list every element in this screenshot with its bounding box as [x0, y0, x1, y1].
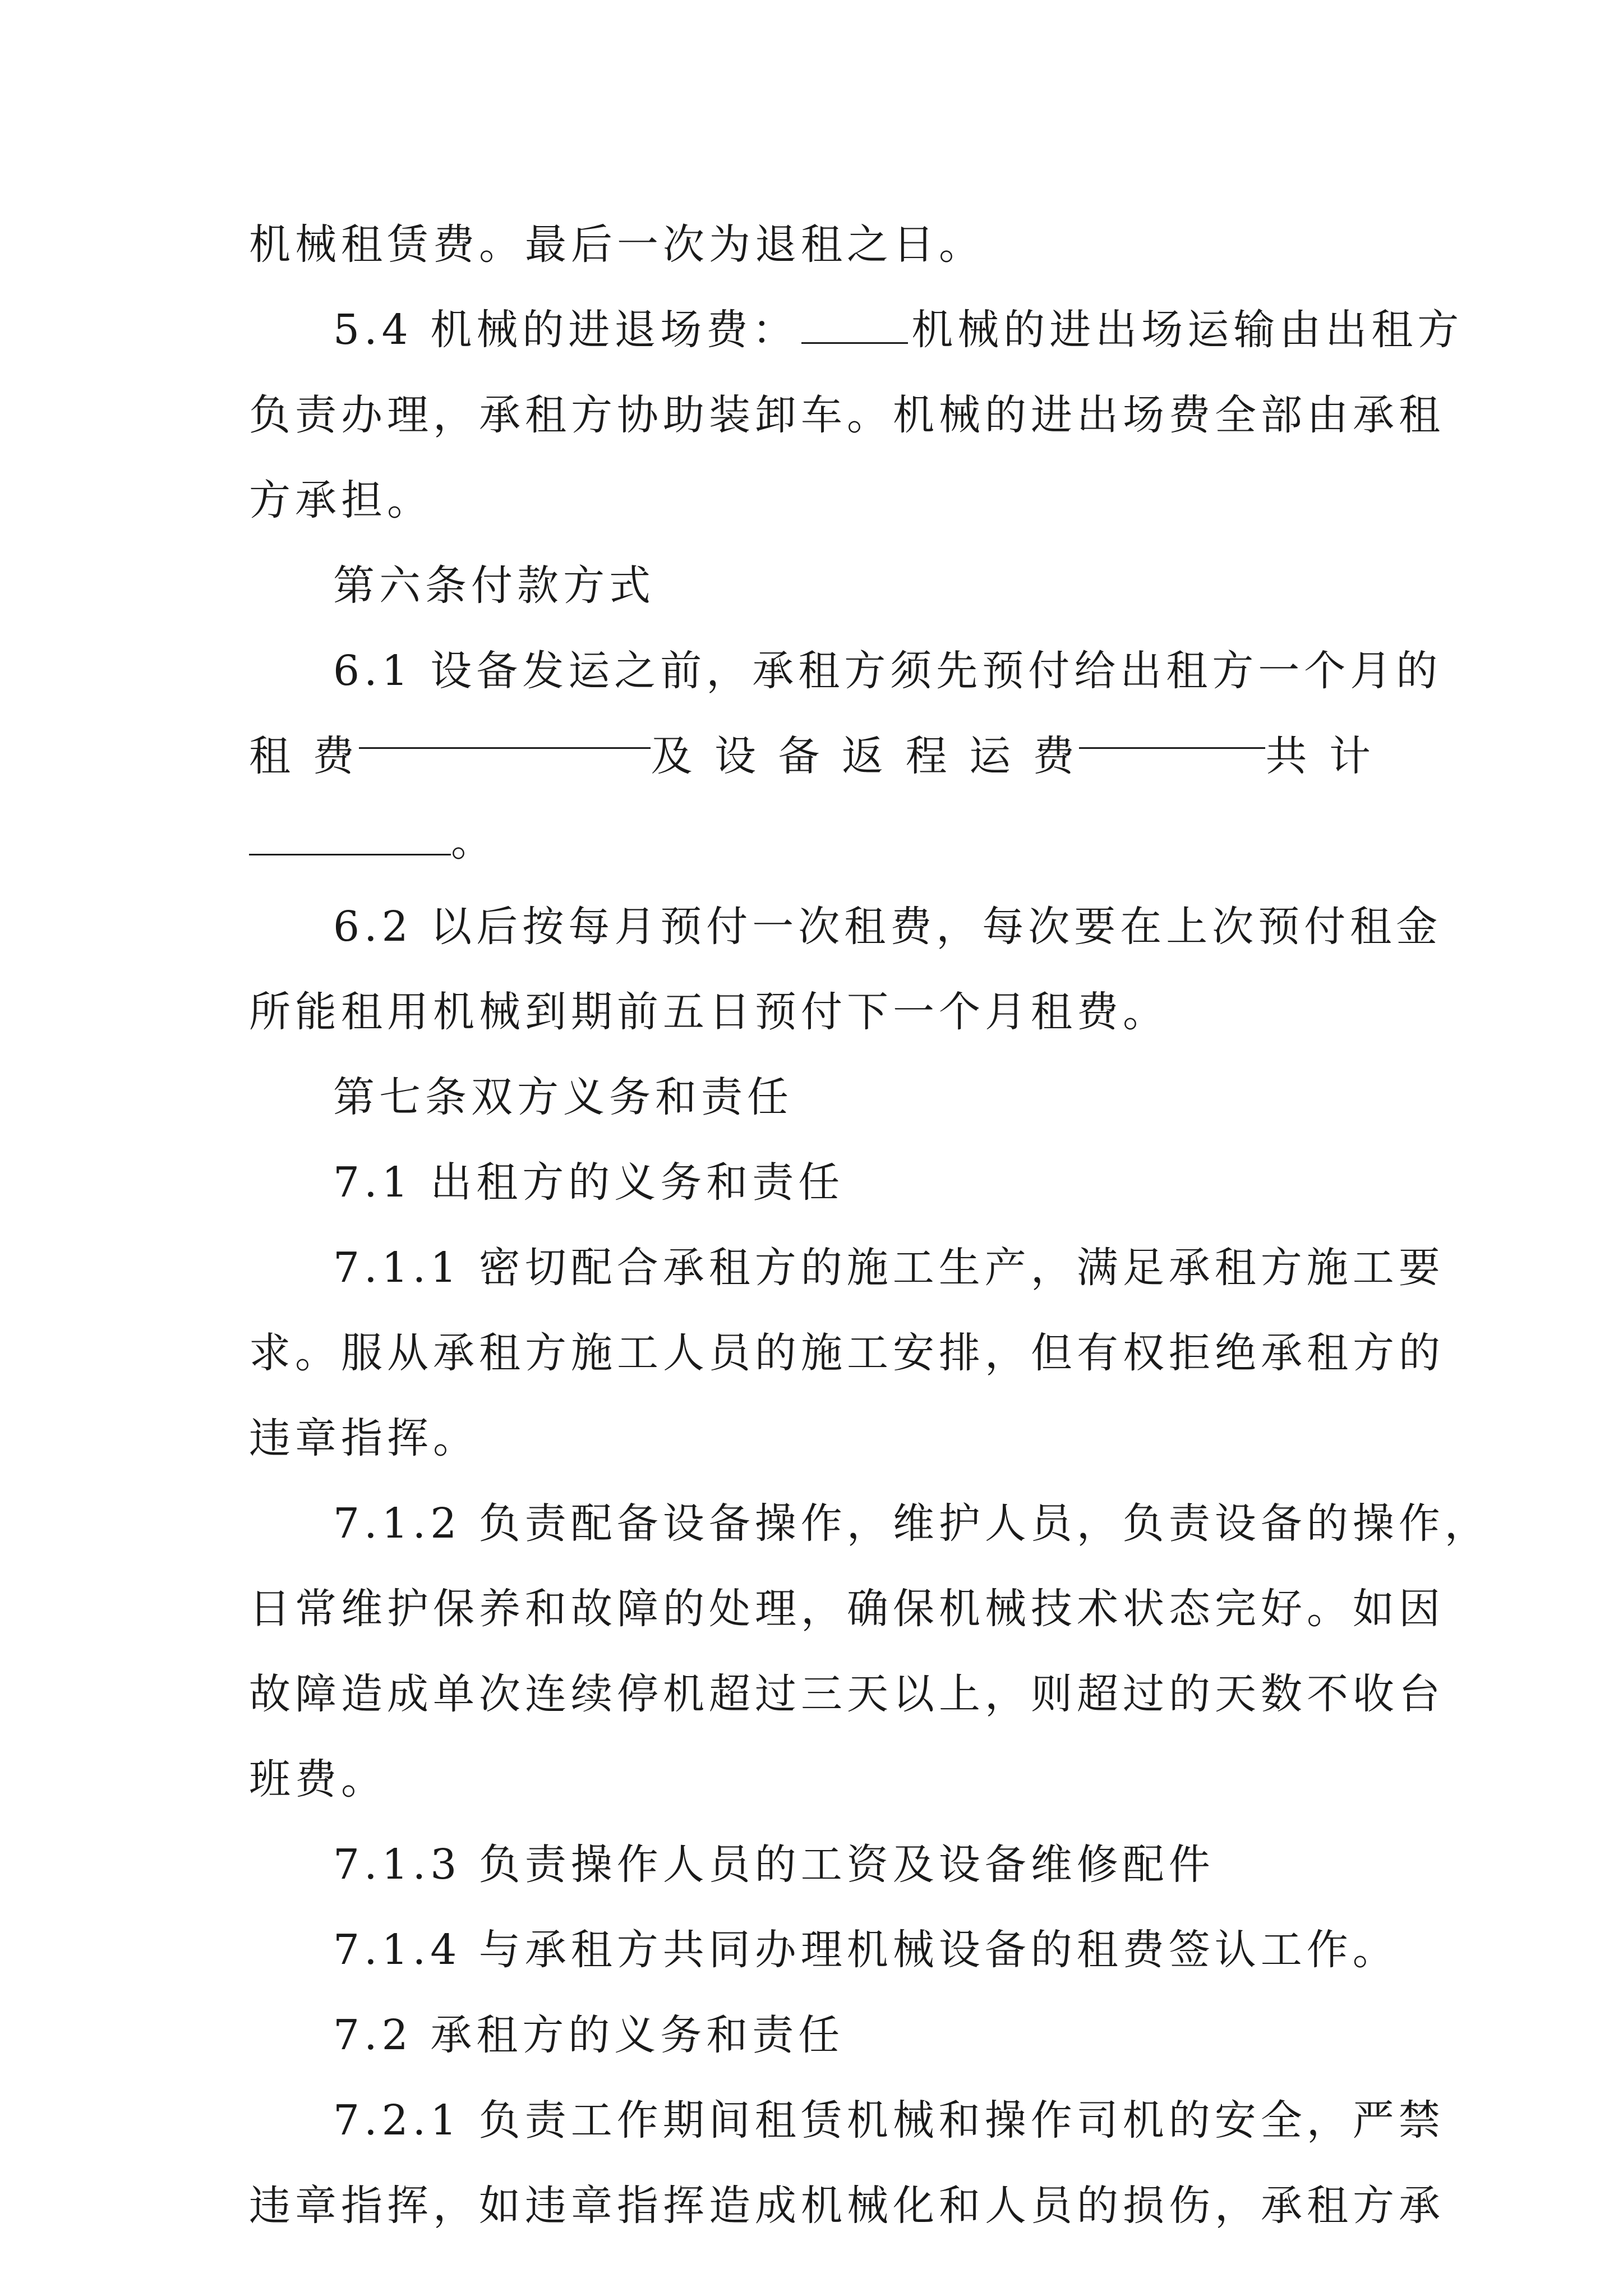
- subsection-heading: 7.2 承租方的义务和责任: [333, 2011, 845, 2059]
- text-line: 违章指挥，如违章指挥造成机械化和人员的损伤，承租方承: [249, 2182, 1445, 2230]
- text-line: 6.1 设备发运之前，承租方须先预付给出租方一个月的: [333, 647, 1442, 695]
- fill-in-blank: [1079, 714, 1266, 749]
- clause-text: 及 设 备 返 程 运 费: [651, 732, 1079, 780]
- section-heading: 第六条付款方式: [333, 562, 655, 610]
- text-line: 6.2 以后按每月预付一次租费，每次要在上次预付租金: [333, 903, 1442, 951]
- clause-text: 。: [451, 817, 497, 866]
- text-line: 所能租用机械到期前五日预付下一个月租费。: [249, 988, 1169, 1036]
- text-line: 违章指挥。: [249, 1414, 479, 1462]
- text-line: 7.2.1 负责工作期间租赁机械和操作司机的安全，严禁: [333, 2096, 1445, 2145]
- fill-in-blank: [801, 309, 908, 344]
- text-line: 7.1.2 负责配备设备操作，维护人员，负责设备的操作，: [333, 1499, 1491, 1548]
- text-line: [249, 714, 1375, 799]
- fill-in-blank: [249, 820, 451, 855]
- text-line: [249, 287, 1464, 372]
- clause-text: 机械的进出场运输由出租方: [911, 306, 1464, 354]
- subsection-heading: 7.1 出租方的义务和责任: [333, 1158, 845, 1207]
- fill-in-blank: [359, 714, 651, 749]
- section-heading: 第七条双方义务和责任: [333, 1073, 793, 1121]
- text-line: 7.1.1 密切配合承租方的施工生产，满足承租方施工要: [333, 1244, 1445, 1292]
- text-line: 故障造成单次连续停机超过三天以上，则超过的天数不收台: [249, 1670, 1445, 1718]
- text-line: 机械租赁费。最后一次为退租之日。: [249, 220, 985, 269]
- document-body: [249, 202, 1491, 2248]
- text-line: 日常维护保养和故障的处理，确保机械技术状态完好。如因: [249, 1585, 1445, 1633]
- text-line: 班费。: [249, 1755, 387, 1803]
- clause-text: 租 费: [249, 732, 359, 780]
- text-line: [249, 799, 1375, 884]
- text-line: 7.1.4 与承租方共同办理机械设备的租费签认工作。: [333, 1926, 1399, 1974]
- clause-text: 5.4 机械的进退场费：: [333, 306, 799, 354]
- clause-text: 共 计: [1265, 732, 1375, 780]
- text-line: 求。服从承租方施工人员的施工安排，但有权拒绝承租方的: [249, 1329, 1445, 1377]
- text-line: 负责办理，承租方协助装卸车。机械的进出场费全部由承租: [249, 391, 1445, 439]
- text-line: 方承担。: [249, 476, 433, 524]
- text-line: 7.1.3 负责操作人员的工资及设备维修配件: [333, 1841, 1215, 1889]
